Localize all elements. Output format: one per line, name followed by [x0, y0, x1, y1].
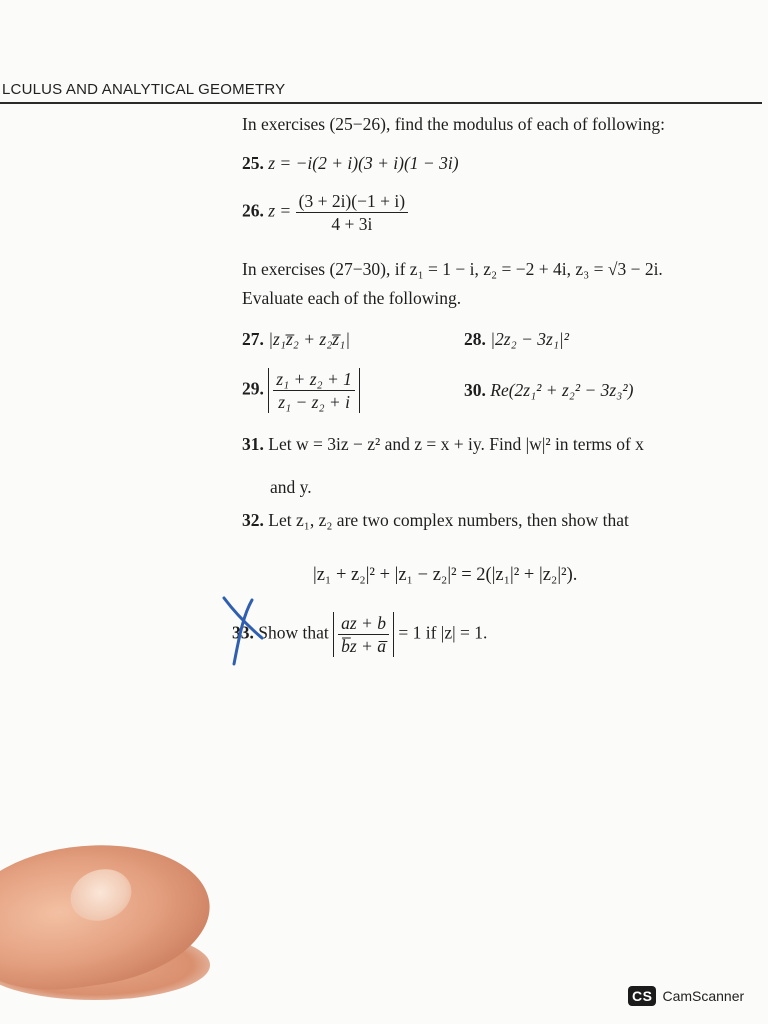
exercise-33-suffix: = 1 if |z| = 1. — [398, 622, 488, 643]
exercise-number: 26. — [242, 200, 264, 221]
absolute-value — [333, 612, 394, 657]
page-header — [0, 78, 762, 104]
exercise-26-lhs: z = — [268, 200, 292, 221]
exercise-number: 27. — [242, 329, 264, 349]
camscanner-watermark — [628, 986, 744, 1006]
fraction-denominator: z₁ − z₂ + i — [278, 392, 350, 412]
pen-cross-mark-icon — [218, 592, 268, 668]
fraction-denominator: 4 + 3i — [331, 214, 373, 234]
exercise-28 — [464, 329, 569, 350]
exercise-number: 30. — [464, 380, 486, 400]
exercise-31-line1 — [242, 434, 644, 455]
fraction-denominator: b̅z + a̅ — [341, 636, 386, 656]
fraction — [338, 612, 389, 657]
exercise-31-text: Let w = 3iz − z² and z = x + iy. Find |w|² in terms of x — [268, 434, 644, 454]
fraction-numerator: az + b — [338, 612, 389, 635]
intro-27-30-line2: Evaluate each of the following. — [242, 288, 462, 308]
exercise-27 — [242, 329, 350, 350]
fraction-numerator: z₁ + z₂ + 1 — [273, 368, 355, 391]
exercise-32-formula: |z₁ + z₂|² + |z₁ − z₂|² = 2(|z₁|² + |z₂|²). — [313, 565, 578, 585]
camscanner-logo-icon: CS — [628, 986, 656, 1006]
header-title: LCULUS AND ANALYTICAL GEOMETRY — [2, 81, 286, 98]
intro-25-26: In exercises (25−26), find the modulus of each of following: — [242, 114, 665, 134]
exercise-number: 29. — [242, 378, 264, 399]
exercise-33-prefix: Show that — [258, 622, 329, 643]
intro-27-30-line1: In exercises (27−30), if z₁ = 1 − i, z₂ = −2 + 4i, z₃ = √3 − 2i. — [242, 259, 663, 279]
exercise-28-expression: |2z₂ − 3z₁|² — [490, 329, 569, 349]
exercise-25-expression: z = −i(2 + i)(3 + i)(1 − 3i) — [268, 153, 459, 173]
exercise-33 — [232, 612, 487, 657]
exercise-29 — [242, 368, 360, 413]
exercise-32-text: Let z₁, z₂ are two complex numbers, then show that — [268, 510, 629, 530]
exercise-31-line2: and y. — [270, 477, 312, 497]
exercise-number: 28. — [464, 329, 486, 349]
fraction — [273, 368, 355, 413]
exercise-number: 32. — [242, 510, 264, 530]
exercise-number: 31. — [242, 434, 264, 454]
exercise-30-expression: Re(2z₁² + z₂² − 3z₃²) — [490, 380, 634, 400]
exercise-32 — [242, 510, 629, 531]
exercise-27-expression: |z₁z̅₂ + z₂z̅₁| — [268, 329, 351, 349]
camscanner-text: CamScanner — [662, 988, 745, 1004]
exercise-26 — [242, 190, 408, 235]
fraction-numerator: (3 + 2i)(−1 + i) — [296, 190, 408, 213]
exercise-number: 33. — [232, 622, 254, 643]
exercise-25 — [242, 153, 459, 174]
absolute-value — [268, 368, 360, 413]
exercise-number: 25. — [242, 153, 264, 173]
exercise-30 — [464, 380, 633, 401]
fraction — [296, 190, 408, 235]
